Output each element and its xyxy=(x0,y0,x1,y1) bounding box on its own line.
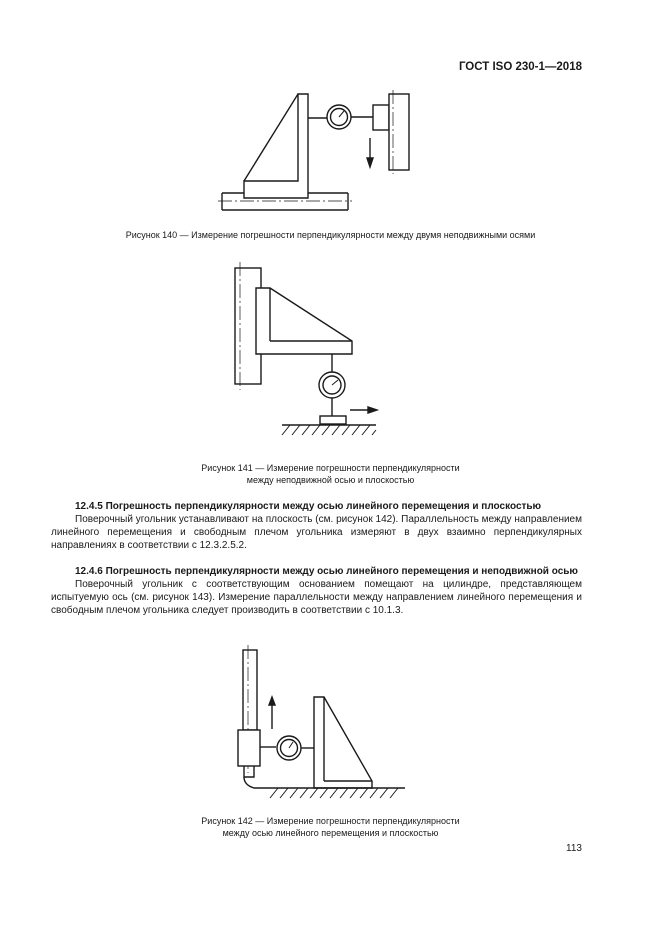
figure-140-drawing xyxy=(210,88,420,218)
section-body: Поверочный угольник устанавливают на плоскость (см. рисунок 142). Параллельность между направлением линейного перемещения и свободным плечом угольника измеряют в двух взаимно перпендикулярных направлениях в соответствии с 12.3.2.5.2. xyxy=(51,514,582,551)
page-number: 113 xyxy=(566,843,582,854)
section-body: Поверочный угольник с соответствующим основанием помещают на цилиндре, представляющем испытуемую ось (см. рисунок 143). Измерение параллельности между направлением линейного перемещения и свободным плечом угольника следует производить в соответствии с 10.1.3. xyxy=(51,579,582,616)
figure-140-caption: Рисунок 140 — Измерение погрешности перпендикулярности между двумя неподвижными осями xyxy=(125,230,536,240)
section-12-4-5 xyxy=(51,500,582,552)
section-heading: 12.4.6 Погрешность перпендикулярности между осью линейного перемещения и неподвижной осью xyxy=(75,566,578,577)
section-12-4-6 xyxy=(51,565,582,617)
figure-142-drawing xyxy=(230,645,410,805)
standard-header: ГОСТ ISO 230-1—2018 xyxy=(458,61,582,73)
section-heading: 12.4.5 Погрешность перпендикулярности между осью линейного перемещения и плоскостью xyxy=(75,501,542,512)
figure-141-caption: Рисунок 141 — Измерение погрешности перпендикулярности между неподвижной осью и плоскостью xyxy=(201,463,460,485)
figure-142-caption: Рисунок 142 — Измерение погрешности перпендикулярности между осью линейного перемещения и плоскостью xyxy=(201,816,460,838)
figure-141-drawing xyxy=(230,262,390,440)
